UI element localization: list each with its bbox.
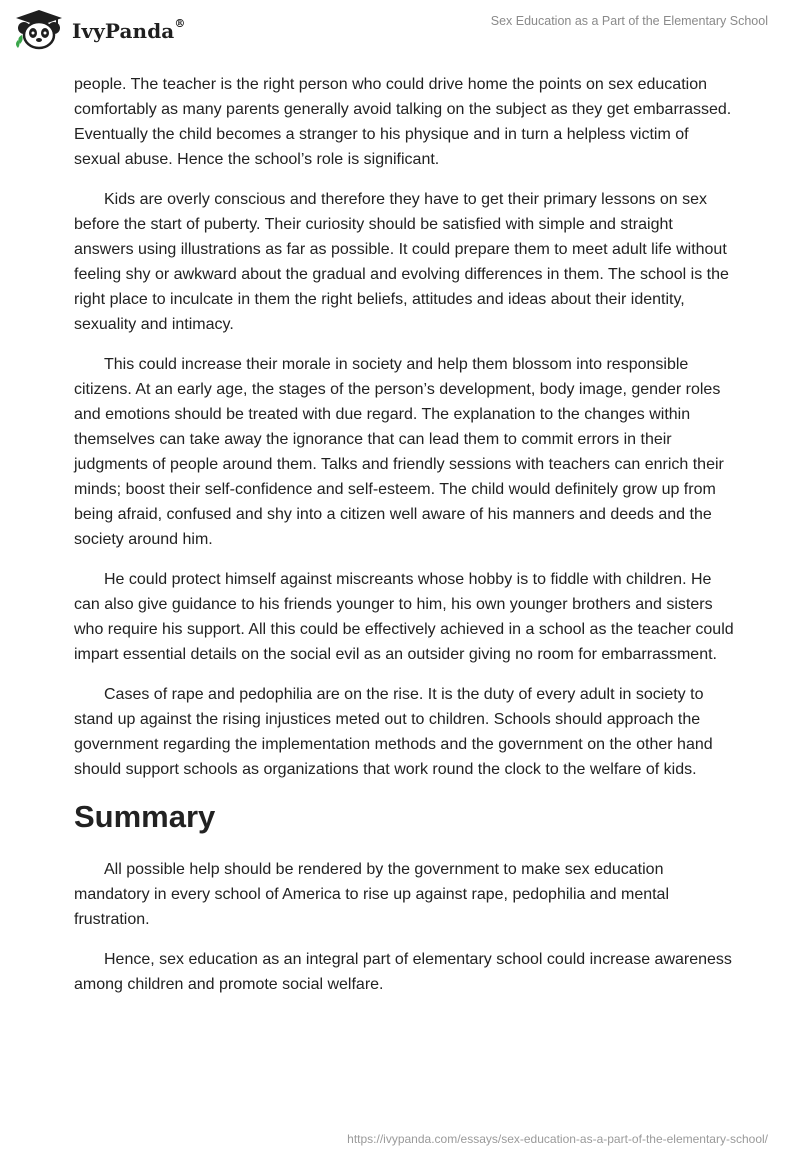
paragraph: people. The teacher is the right person who could drive home the points on sex education comfortably as many parents generally avoid talking on the subject as they get embarrassed. Eventually the child becomes a stranger to his physique and in turn a helpless victim of sexual abuse. Hence the school’s role is significant.: [74, 76, 732, 168]
paragraph: This could increase their morale in society and help them blossom into responsible citizens. At an early age, the stages of the person’s development, body image, gender roles and emotions should be treated with due regard. The explanation to the changes within themselves can take away the ignorance that can lead them to commit errors in their judgments of people around them. Talks and friendly sessions with teachers can enrich their minds; boost their self-confidence and self-esteem. The child would definitely grow up from being afraid, confused and shy into a citizen well aware of his manners and deeds and the society around him.: [74, 356, 724, 548]
paragraph: Kids are overly conscious and therefore they have to get their primary lessons on sex before the start of puberty. Their curiosity should be satisfied with simple and straight answers using illustrations as far as possible. It could prepare them to meet adult life without feeling shy or awkward about the gradual and evolving differences in them. The school is the right place to inculcate in them the right beliefs, attitudes and ideas about their identity, sexuality and intimacy.: [74, 191, 729, 333]
article-body: [74, 72, 734, 1012]
ivypanda-logo-icon: [14, 8, 64, 52]
page-header: [0, 0, 800, 60]
paragraph: All possible help should be rendered by the government to make sex education mandatory in every school of America to rise up against rape, pedophilia and mental frustration.: [74, 861, 670, 928]
brand-name: IvyPanda®: [72, 17, 186, 43]
document-title: Sex Education as a Part of the Elementary School: [490, 14, 768, 28]
paragraph: He could protect himself against miscreants whose hobby is to fiddle with children. He can also give guidance to his friends younger to him, his own younger brothers and sisters who require his support. All this could be effectively achieved in a school as the teacher could impart essential details on the social evil as an outsider giving no room for embarrassment.: [74, 571, 734, 663]
paragraph: Cases of rape and pedophilia are on the rise. It is the duty of every adult in society to stand up against the rising injustices meted out to children. Schools should approach the government regarding the implementation methods and the government on the other hand should support schools as organizations that work round the clock to the welfare of kids.: [74, 686, 713, 778]
paragraph: Hence, sex education as an integral part of elementary school could increase awareness among children and promote social welfare.: [74, 951, 732, 993]
footer-url-link[interactable]: https://ivypanda.com/essays/sex-education-as-a-part-of-the-elementary-school/: [347, 1132, 768, 1146]
logo[interactable]: [14, 8, 185, 52]
section-heading-summary: Summary: [74, 799, 216, 834]
